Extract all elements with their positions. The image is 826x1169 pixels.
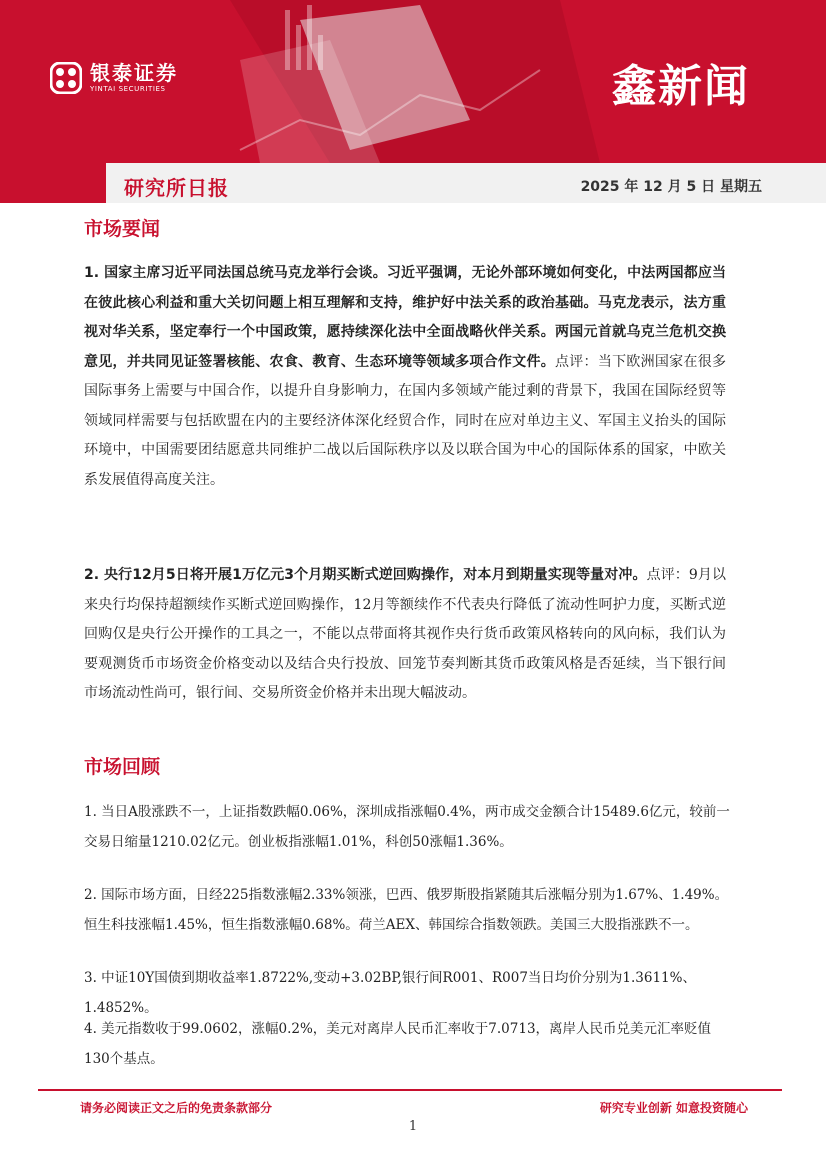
report-date: 2025 年 12 月 5 日 星期五: [580, 179, 762, 195]
section-title-news: 市场要闻: [84, 218, 161, 240]
news-item-comment: 点评：9月以来央行均保持超额续作买断式逆回购操作，12月等额续作不代表央行降低了流动性呵护力度，买断式逆回购仅是央行公开操作的工具之一，不能以点带面将其视作央行货币政策风格转向的风向标，我们认为要观测货币市场资金价格变动以及结合央行投放、回笼节奏判断其货币政策风格是否延续，当下银行间市场流动性尚可，银行间、交易所资金价格并未出现大幅波动。: [84, 567, 726, 701]
review-item: 1. 当日A股涨跌不一，上证指数跌幅0.06%，深圳成指涨幅0.4%，两市成交金额合计15489.6亿元，较前一交易日缩量1210.02亿元。创业板指涨幅1.01%，科创50涨幅1.36%。: [84, 804, 730, 850]
news-item-1: [84, 259, 726, 495]
company-logo: [50, 62, 178, 94]
review-item: 4. 美元指数收于99.0602，涨幅0.2%，美元对离岸人民币汇率收于7.0713，离岸人民币兑美元汇率贬值130个基点。: [84, 1021, 712, 1067]
logo-english-name: YINTAI SECURITIES: [90, 85, 166, 93]
footer-disclaimer: 请务必阅读正文之后的免责条款部分: [80, 1101, 273, 1115]
news-item-lead: 2. 央行12月5日将开展1万亿元3个月期买断式逆回购操作，对本月到期量实现等量对冲。: [84, 567, 647, 583]
footer-divider: [38, 1089, 782, 1091]
news-item-2: [84, 561, 726, 709]
section-title-review: 市场回顾: [84, 756, 161, 778]
review-item: 2. 国际市场方面，日经225指数涨幅2.33%领涨，巴西、俄罗斯股指紧随其后涨幅分别为1.67%、1.49%。恒生科技涨幅1.45%，恒生指数涨幅0.68%。荷兰AEX、韩国综合指数领跌。美国三大股指涨跌不一。: [84, 887, 729, 933]
header-banner: [0, 0, 826, 163]
logo-mark-icon: [50, 62, 82, 94]
subbar-accent: [0, 163, 106, 203]
brand-title: 鑫新闻: [612, 61, 750, 112]
footer-slogan: 研究专业创新 如意投资随心: [599, 1101, 748, 1115]
page-number: 1: [408, 1119, 418, 1134]
news-item-lead: 1. 国家主席习近平同法国总统马克龙举行会谈。习近平强调，无论外部环境如何变化，中法两国都应当在彼此核心利益和重大关切问题上相互理解和支持，维护好中法关系的政治基础。马克龙表示，法方重视对华关系，坚定奉行一个中国政策，愿持续深化法中全面战略伙伴关系。两国元首就乌克兰危机交换意见，并共同见证签署核能、农食、教育、生态环境等领域多项合作文件。: [84, 265, 726, 370]
news-item-comment: 点评：当下欧洲国家在很多国际事务上需要与中国合作，以提升自身影响力，在国内多领域产能过剩的背景下，我国在国际经贸等领域同样需要与包括欧盟在内的主要经济体深化经贸合作，同时在应对单边主义、军国主义抬头的国际环境中，中国需要团结愿意共同维护二战以后国际秩序以及以联合国为中心的国际体系的国家，中欧关系发展值得高度关注。: [84, 353, 726, 488]
report-name: 研究所日报: [124, 176, 229, 200]
logo-chinese-name: 银泰证券: [90, 61, 178, 85]
review-item: 3. 中证10Y国债到期收益率1.8722%,变动+3.02BP,银行间R001、R007当日均价分别为1.3611%、1.4852%。: [84, 970, 696, 1016]
